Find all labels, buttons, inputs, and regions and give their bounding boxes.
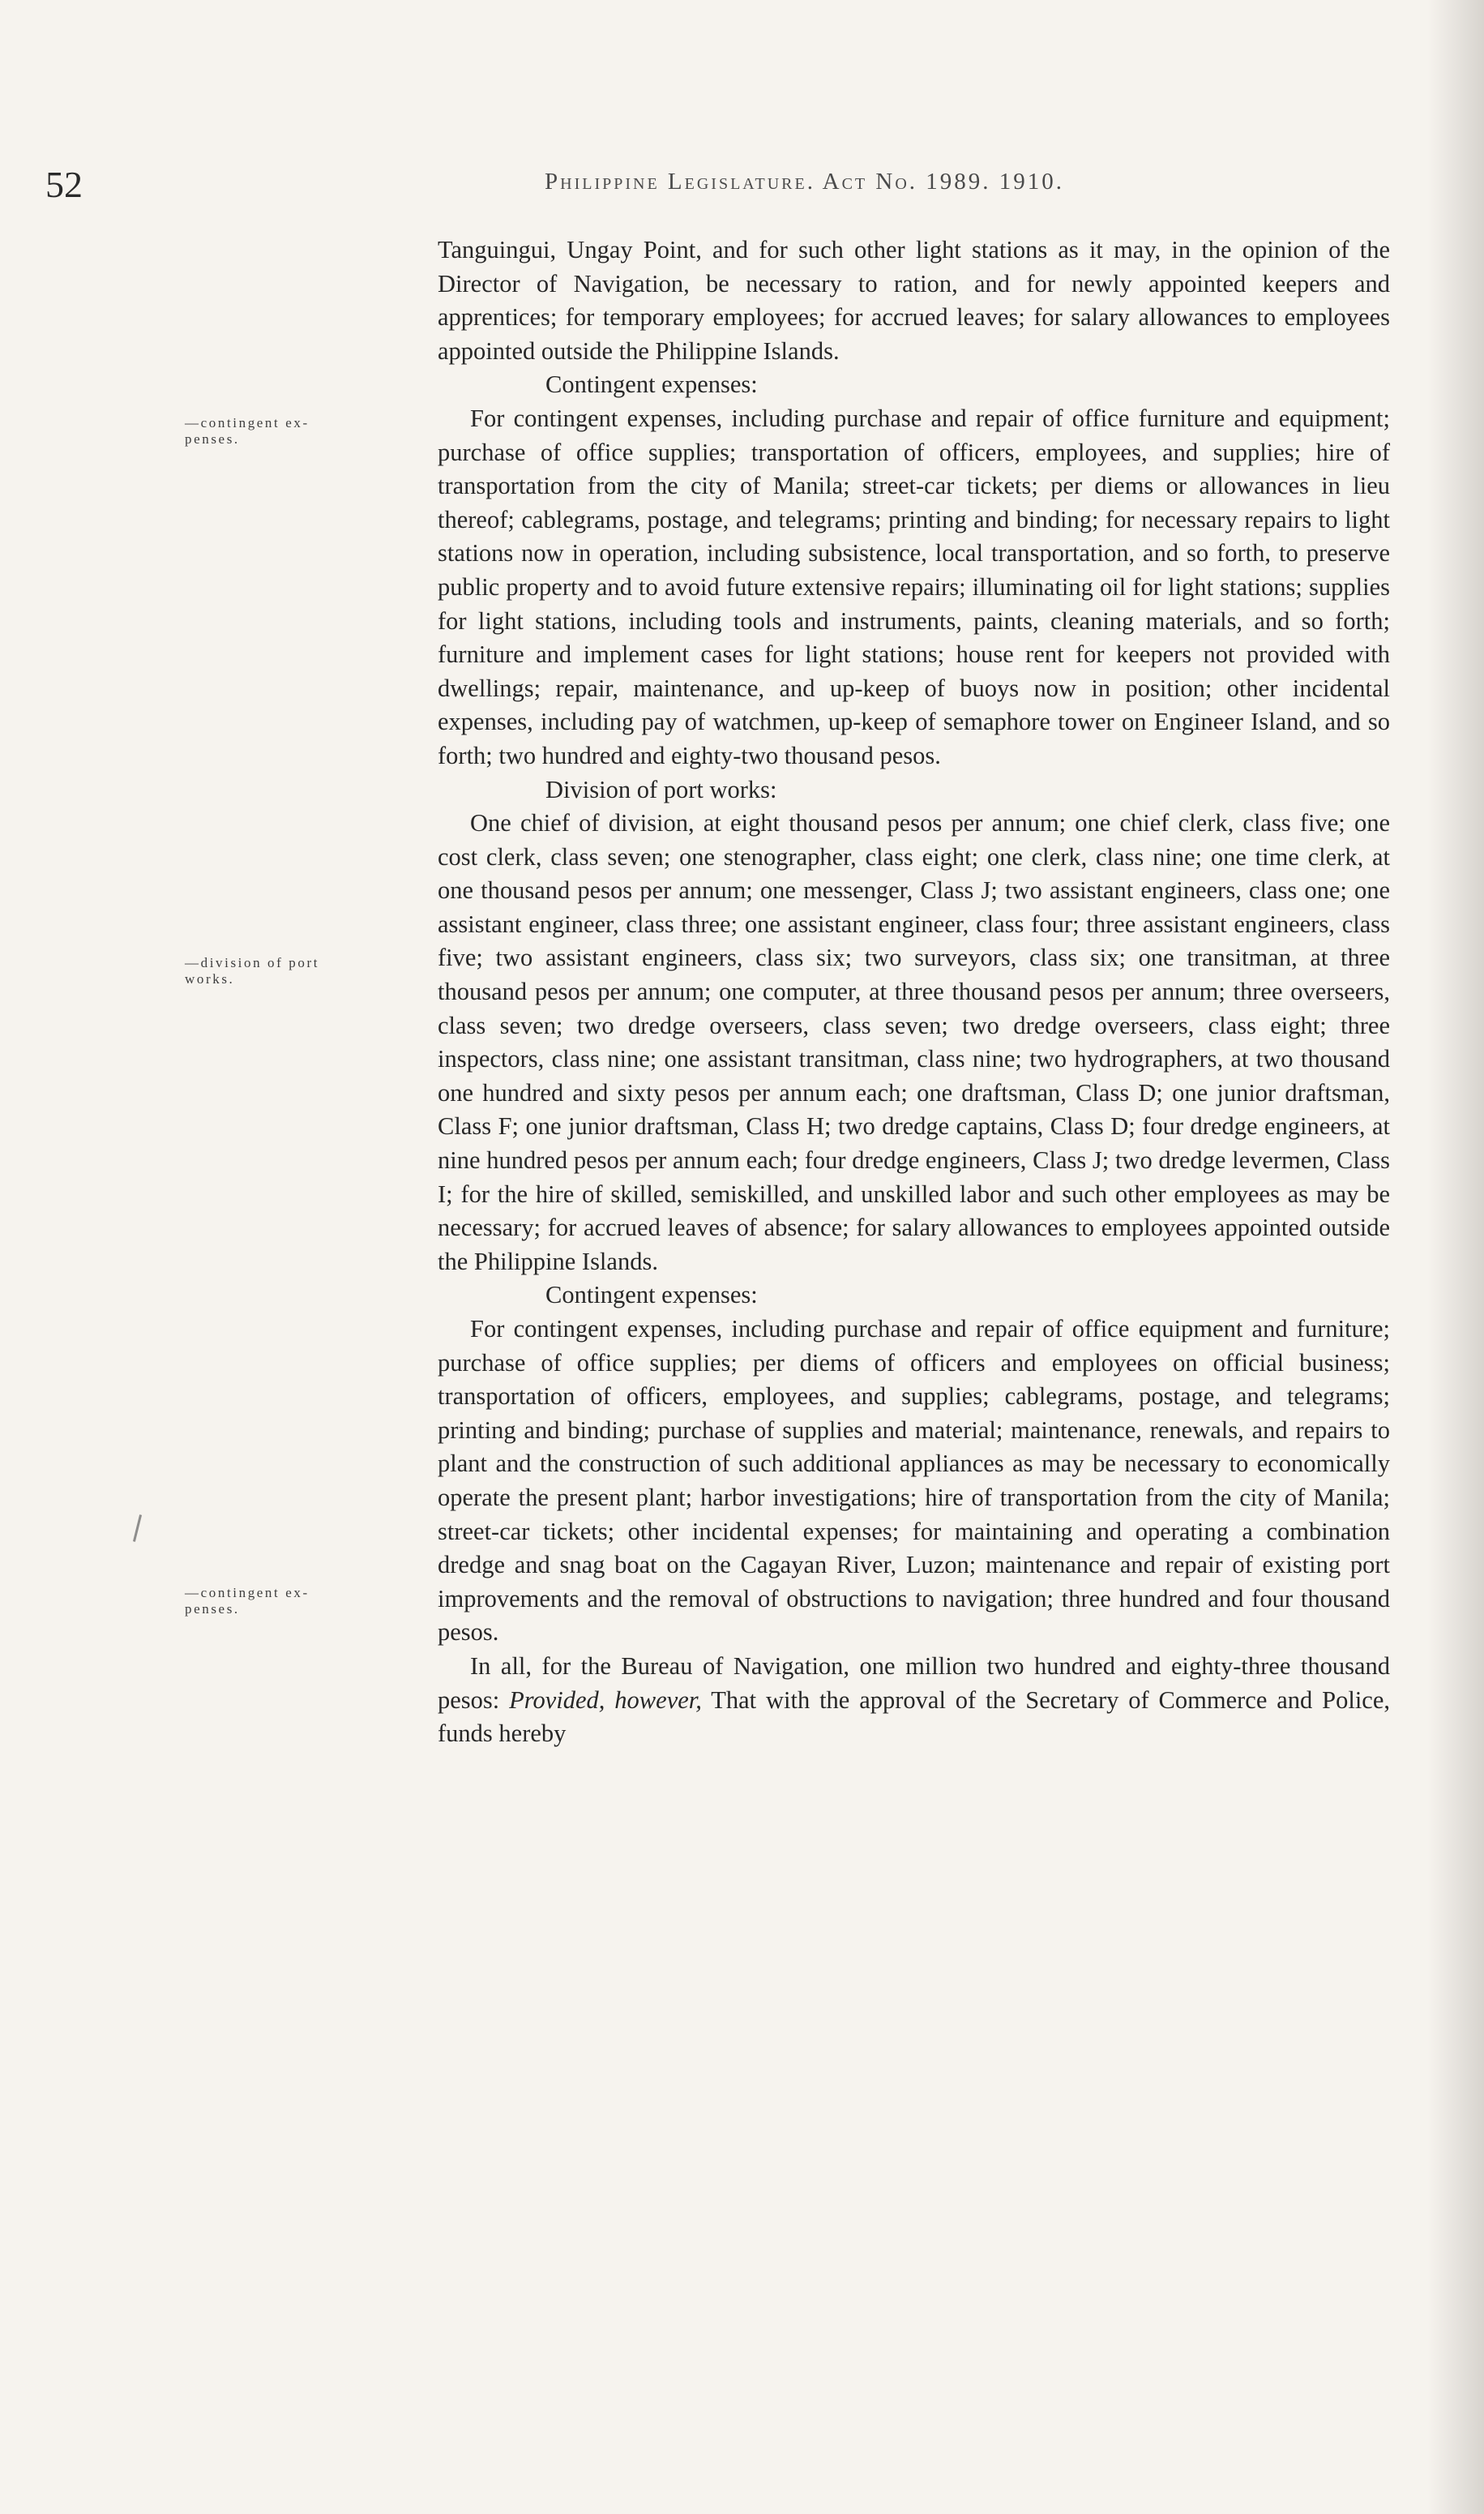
in-all-text-cont: That with the approval of the Secretary of Commerce and Police, funds hereby [438,1685,1391,1748]
paragraph-contingent-expenses: For contingent expenses, including purchase and repair of office furniture and equipment; purchase of office supplies; transportation of officers, employees, and supplies; hire of transportation from the city of Manila; street-car tickets; per diems or allowances in lieu thereof; cablegrams, postage, and telegrams; printing and binding; for necessary repairs to light stations now in operation, including subsistence, local transportation, and so forth, to preserve public property and to avoid future extensive repairs; illuminating oil for light stations; supplies for light stations, including tools and instruments, paints, cleaning materials, and so forth; furniture and implement cases for light stations; house rent for keepers not provided with dwellings; repair, maintenance, and up-keep of buoys now in position; other incidental expenses, including pay of watchmen, up-keep of semaphore tower on Engineer Island, and so forth; two hundred and eighty-two thousand pesos. [438,404,1390,769]
margin-note-text: —contingent ex- penses. [185,415,310,447]
in-all-text: In all, for the Bureau of Navigation, one million two hundred and eighty-three thousand pesos: [438,1651,1390,1714]
margin-note-text: —contingent ex- penses. [185,1585,310,1617]
margin-note-division-of-port-works [185,955,428,987]
section-heading-division-of-port-works: Division of port works: [545,775,777,803]
page-edge-shadow [1427,0,1484,2514]
paragraph-in-all [438,1650,1390,1751]
body-text [438,233,1390,1751]
section-heading-contingent-expenses-2: Contingent expenses: [545,1281,758,1309]
margin-note-text: —division of port works. [185,955,320,987]
proviso-text: Provided, however, [509,1685,702,1714]
paragraph-contingent-expenses-2: For contingent expenses, including purchase and repair of office equipment and furniture; purchase of office supplies; per diems of officers and employees on official business; transportation of officers, employees, and supplies; cablegrams, postage, and telegrams; printing and binding; purchase of supplies and material; maintenance, renewals, and repairs to plant and the construction of such additional appliances as may be necessary to economically operate the present plant; harbor investigations; hire of transportation from the city of Manila; street-car tickets; other incidental expenses; for maintaining and operating a combination dredge and snag boat on the Cagayan River, Luzon; maintenance and repair of existing port improvements and the removal of obstructions to navigation; three hundred and four thousand pesos. [438,1315,1390,1647]
paragraph-division-of-port-works: One chief of division, at eight thousand pesos per annum; one chief clerk, class five; one cost clerk, class seven; one stenographer, class eight; one clerk, class nine; one time clerk, at one thousand pesos per annum; one messenger, Class J; two assistant engineers, class one; one assistant engineer, class three; one assistant engineer, class four; three assistant engineers, class five; two assistant engineers, class six; two surveyors, class six; one transitman, at three thousand pesos per annum; one computer, at three thousand pesos per annum; three overseers, class seven; two dredge overseers, class seven; two dredge overseers, class eight; three inspectors, class nine; one assistant transitman, class nine; two hydrographers, at two thousand one hundred and sixty pesos per annum each; one draftsman, Class D; one junior draftsman, Class F; one junior draftsman, Class H; two dredge captains, Class D; four dredge engineers, at nine hundred pesos per annum each; four dredge engineers, Class J; two dredge levermen, Class I; for the hire of skilled, semiskilled, and unskilled labor and such other employees as may be necessary; for accrued leaves of absence; for salary allowances to employees appointed outside the Philippine Islands. [438,809,1390,1275]
paragraph-continuation: Tanguingui, Ungay Point, and for such other light stations as it may, in the opinion of the Director of Navigation, be necessary to ration, and for newly appointed keepers and apprentices; for temporary employees; for accrued leaves; for salary allowances to employees appointed outside the Philippine Islands. [438,236,1390,365]
stray-pencil-mark [133,1514,142,1542]
section-heading-contingent-expenses: Contingent expenses: [545,370,758,399]
page-number: 52 [45,164,83,205]
running-head: Philippine Legislature. Act No. 1989. 1910. [545,169,1065,195]
margin-note-contingent-expenses-2 [185,1585,428,1617]
margin-note-contingent-expenses [185,415,428,448]
